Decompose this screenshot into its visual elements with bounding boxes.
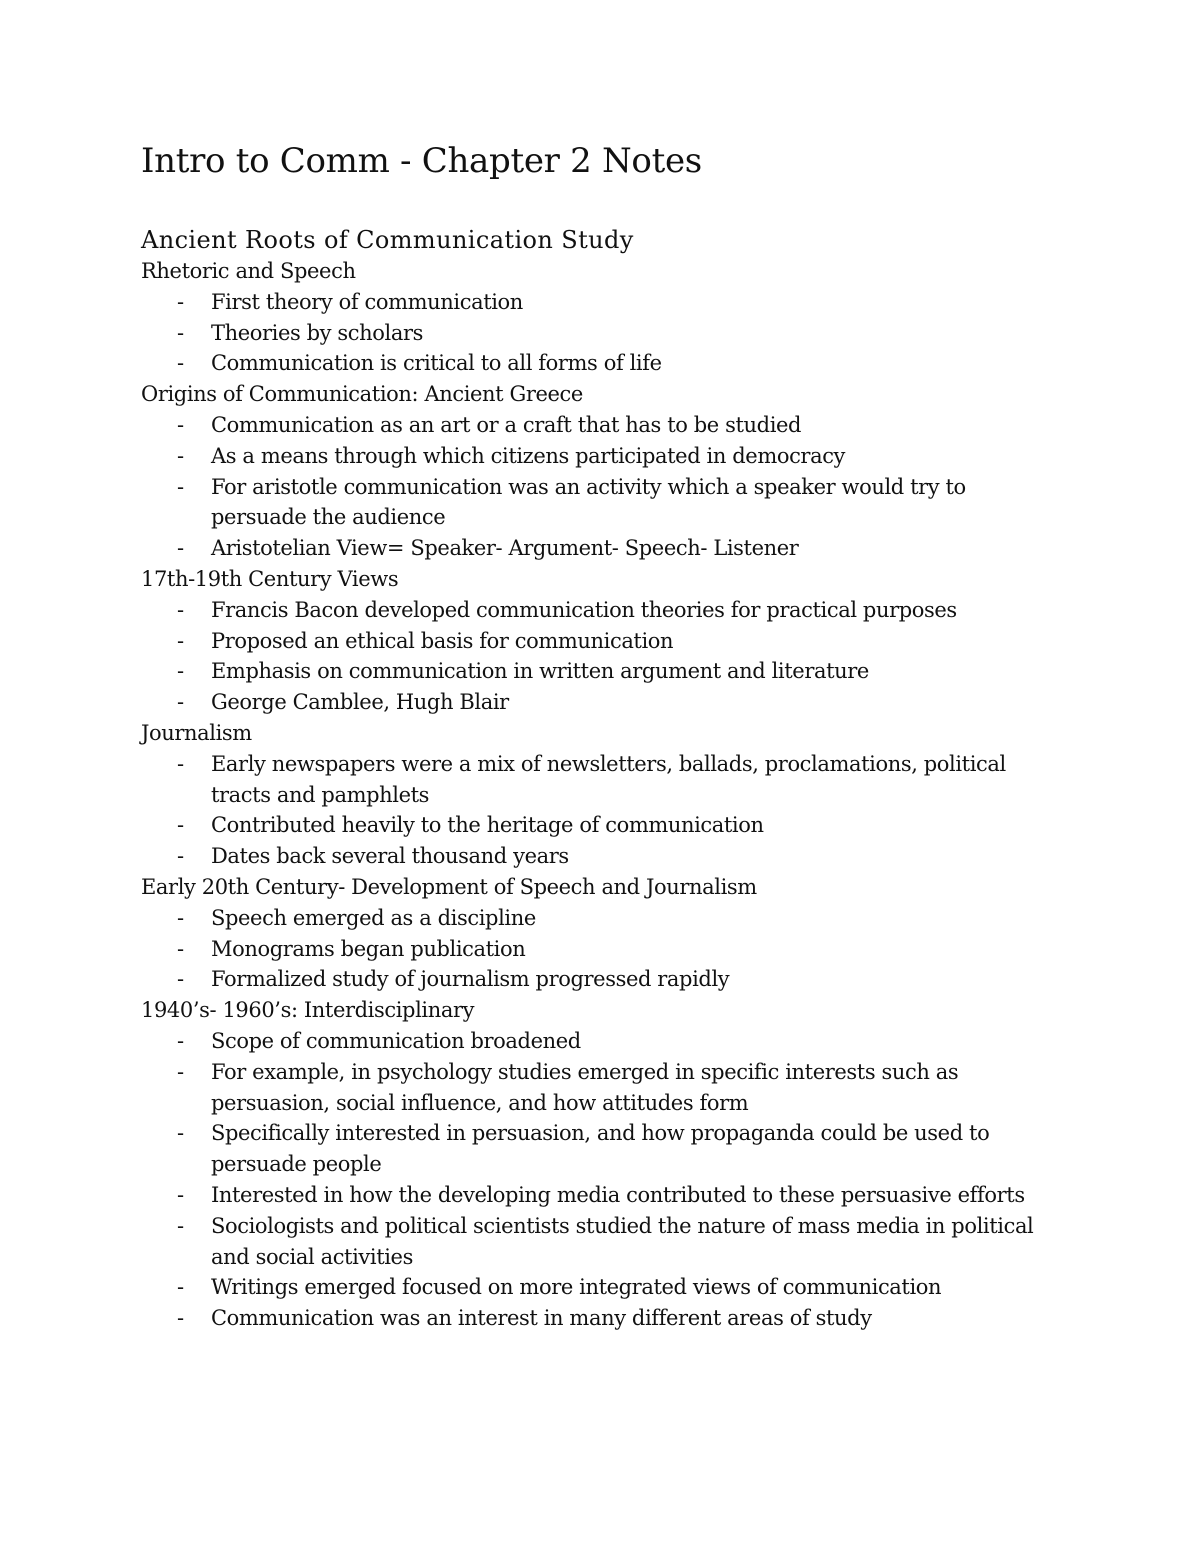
bullet-item: [141, 595, 1061, 626]
topic-heading: Journalism: [141, 720, 252, 745]
bullet-item: [141, 656, 1061, 687]
bullet-item: [141, 841, 1061, 872]
topic-heading: 1940’s- 1960’s: Interdisciplinary: [141, 998, 475, 1023]
document-page: [141, 138, 1061, 1334]
bullet-item: [141, 903, 1061, 934]
bullet-text: Interested in how the developing media contributed to these persuasive efforts: [211, 1182, 1025, 1207]
dash-marker: -: [177, 443, 184, 468]
bullet-list: [141, 1026, 1061, 1334]
topic-block: [141, 872, 1061, 995]
bullet-item: [141, 348, 1061, 379]
bullet-item: [141, 318, 1061, 349]
dash-marker: -: [177, 320, 184, 345]
bullet-item: [141, 810, 1061, 841]
topic-heading: Origins of Communication: Ancient Greece: [141, 382, 583, 407]
dash-marker: -: [177, 289, 184, 314]
bullet-text: Aristotelian View= Speaker- Argument- Speech- Listener: [211, 536, 799, 561]
topic-block: [141, 995, 1061, 1334]
bullet-list: [141, 287, 1061, 379]
bullet-text: Communication is critical to all forms of life: [211, 351, 662, 376]
topic-block: [141, 379, 1061, 564]
bullet-item: [141, 472, 1061, 534]
bullet-text: George Camblee, Hugh Blair: [211, 690, 509, 715]
bullet-text: For aristotle communication was an activity which a speaker would try to persuade the audience: [211, 474, 966, 530]
bullet-text: Theories by scholars: [211, 320, 423, 345]
dash-marker: -: [177, 905, 184, 930]
topics-container: [141, 256, 1061, 1334]
dash-marker: -: [177, 412, 184, 437]
topic-block: [141, 256, 1061, 379]
bullet-text: Speech emerged as a discipline: [211, 905, 536, 930]
bullet-text: Proposed an ethical basis for communication: [211, 628, 674, 653]
bullet-item: [141, 687, 1061, 718]
bullet-text: Communication was an interest in many different areas of study: [211, 1306, 872, 1331]
bullet-text: As a means through which citizens participated in democracy: [211, 443, 846, 468]
bullet-text: Early newspapers were a mix of newsletters, ballads, proclamations, political tracts and pamphlets: [211, 751, 1006, 807]
section-heading: Ancient Roots of Communication Study: [141, 226, 634, 254]
bullet-list: [141, 749, 1061, 872]
topic-heading: Rhetoric and Speech: [141, 259, 356, 283]
bullet-text: Formalized study of journalism progressed rapidly: [211, 967, 730, 992]
dash-marker: -: [177, 936, 184, 961]
bullet-item: [141, 1211, 1061, 1273]
dash-marker: -: [177, 751, 184, 776]
topic-block: [141, 564, 1061, 718]
bullet-list: [141, 903, 1061, 995]
bullet-item: [141, 964, 1061, 995]
dash-marker: -: [177, 536, 184, 561]
bullet-text: Dates back several thousand years: [211, 844, 569, 869]
dash-marker: -: [177, 1121, 184, 1146]
dash-marker: -: [177, 659, 184, 684]
dash-marker: -: [177, 813, 184, 838]
bullet-text: Scope of communication broadened: [211, 1028, 581, 1053]
bullet-item: [141, 1180, 1061, 1211]
bullet-text: Specifically interested in persuasion, and how propaganda could be used to persuade people: [211, 1121, 990, 1177]
dash-marker: -: [177, 351, 184, 376]
dash-marker: -: [177, 474, 184, 499]
bullet-text: Writings emerged focused on more integrated views of communication: [211, 1275, 942, 1300]
bullet-item: [141, 934, 1061, 965]
bullet-text: Emphasis on communication in written argument and literature: [211, 659, 869, 684]
bullet-item: [141, 410, 1061, 441]
bullet-list: [141, 595, 1061, 718]
topic-heading: Early 20th Century- Development of Speech and Journalism: [141, 874, 757, 899]
bullet-item: [141, 441, 1061, 472]
bullet-item: [141, 1303, 1061, 1334]
dash-marker: -: [177, 1059, 184, 1084]
dash-marker: -: [177, 844, 184, 869]
dash-marker: -: [177, 1275, 184, 1300]
bullet-item: [141, 1026, 1061, 1057]
bullet-text: Monograms began publication: [211, 936, 526, 961]
bullet-item: [141, 626, 1061, 657]
bullet-text: First theory of communication: [211, 289, 523, 314]
dash-marker: -: [177, 1028, 184, 1053]
dash-marker: -: [177, 597, 184, 622]
bullet-text: Francis Bacon developed communication theories for practical purposes: [211, 597, 957, 622]
bullet-item: [141, 287, 1061, 318]
bullet-item: [141, 533, 1061, 564]
bullet-text: Contributed heavily to the heritage of communication: [211, 813, 764, 838]
bullet-item: [141, 1272, 1061, 1303]
dash-marker: -: [177, 1182, 184, 1207]
dash-marker: -: [177, 628, 184, 653]
bullet-text: Sociologists and political scientists studied the nature of mass media in political and social activities: [211, 1213, 1034, 1269]
dash-marker: -: [177, 1213, 184, 1238]
bullet-item: [141, 1118, 1061, 1180]
bullet-list: [141, 410, 1061, 564]
bullet-item: [141, 1057, 1061, 1119]
topic-heading: 17th-19th Century Views: [141, 566, 399, 591]
bullet-text: For example, in psychology studies emerged in specific interests such as persuasion, social influence, and how attitudes form: [211, 1059, 959, 1115]
bullet-text: Communication as an art or a craft that has to be studied: [211, 412, 802, 437]
document-title: Intro to Comm - Chapter 2 Notes: [141, 141, 702, 181]
bullet-item: [141, 749, 1061, 811]
topic-block: [141, 718, 1061, 872]
dash-marker: -: [177, 967, 184, 992]
dash-marker: -: [177, 1306, 184, 1331]
dash-marker: -: [177, 690, 184, 715]
